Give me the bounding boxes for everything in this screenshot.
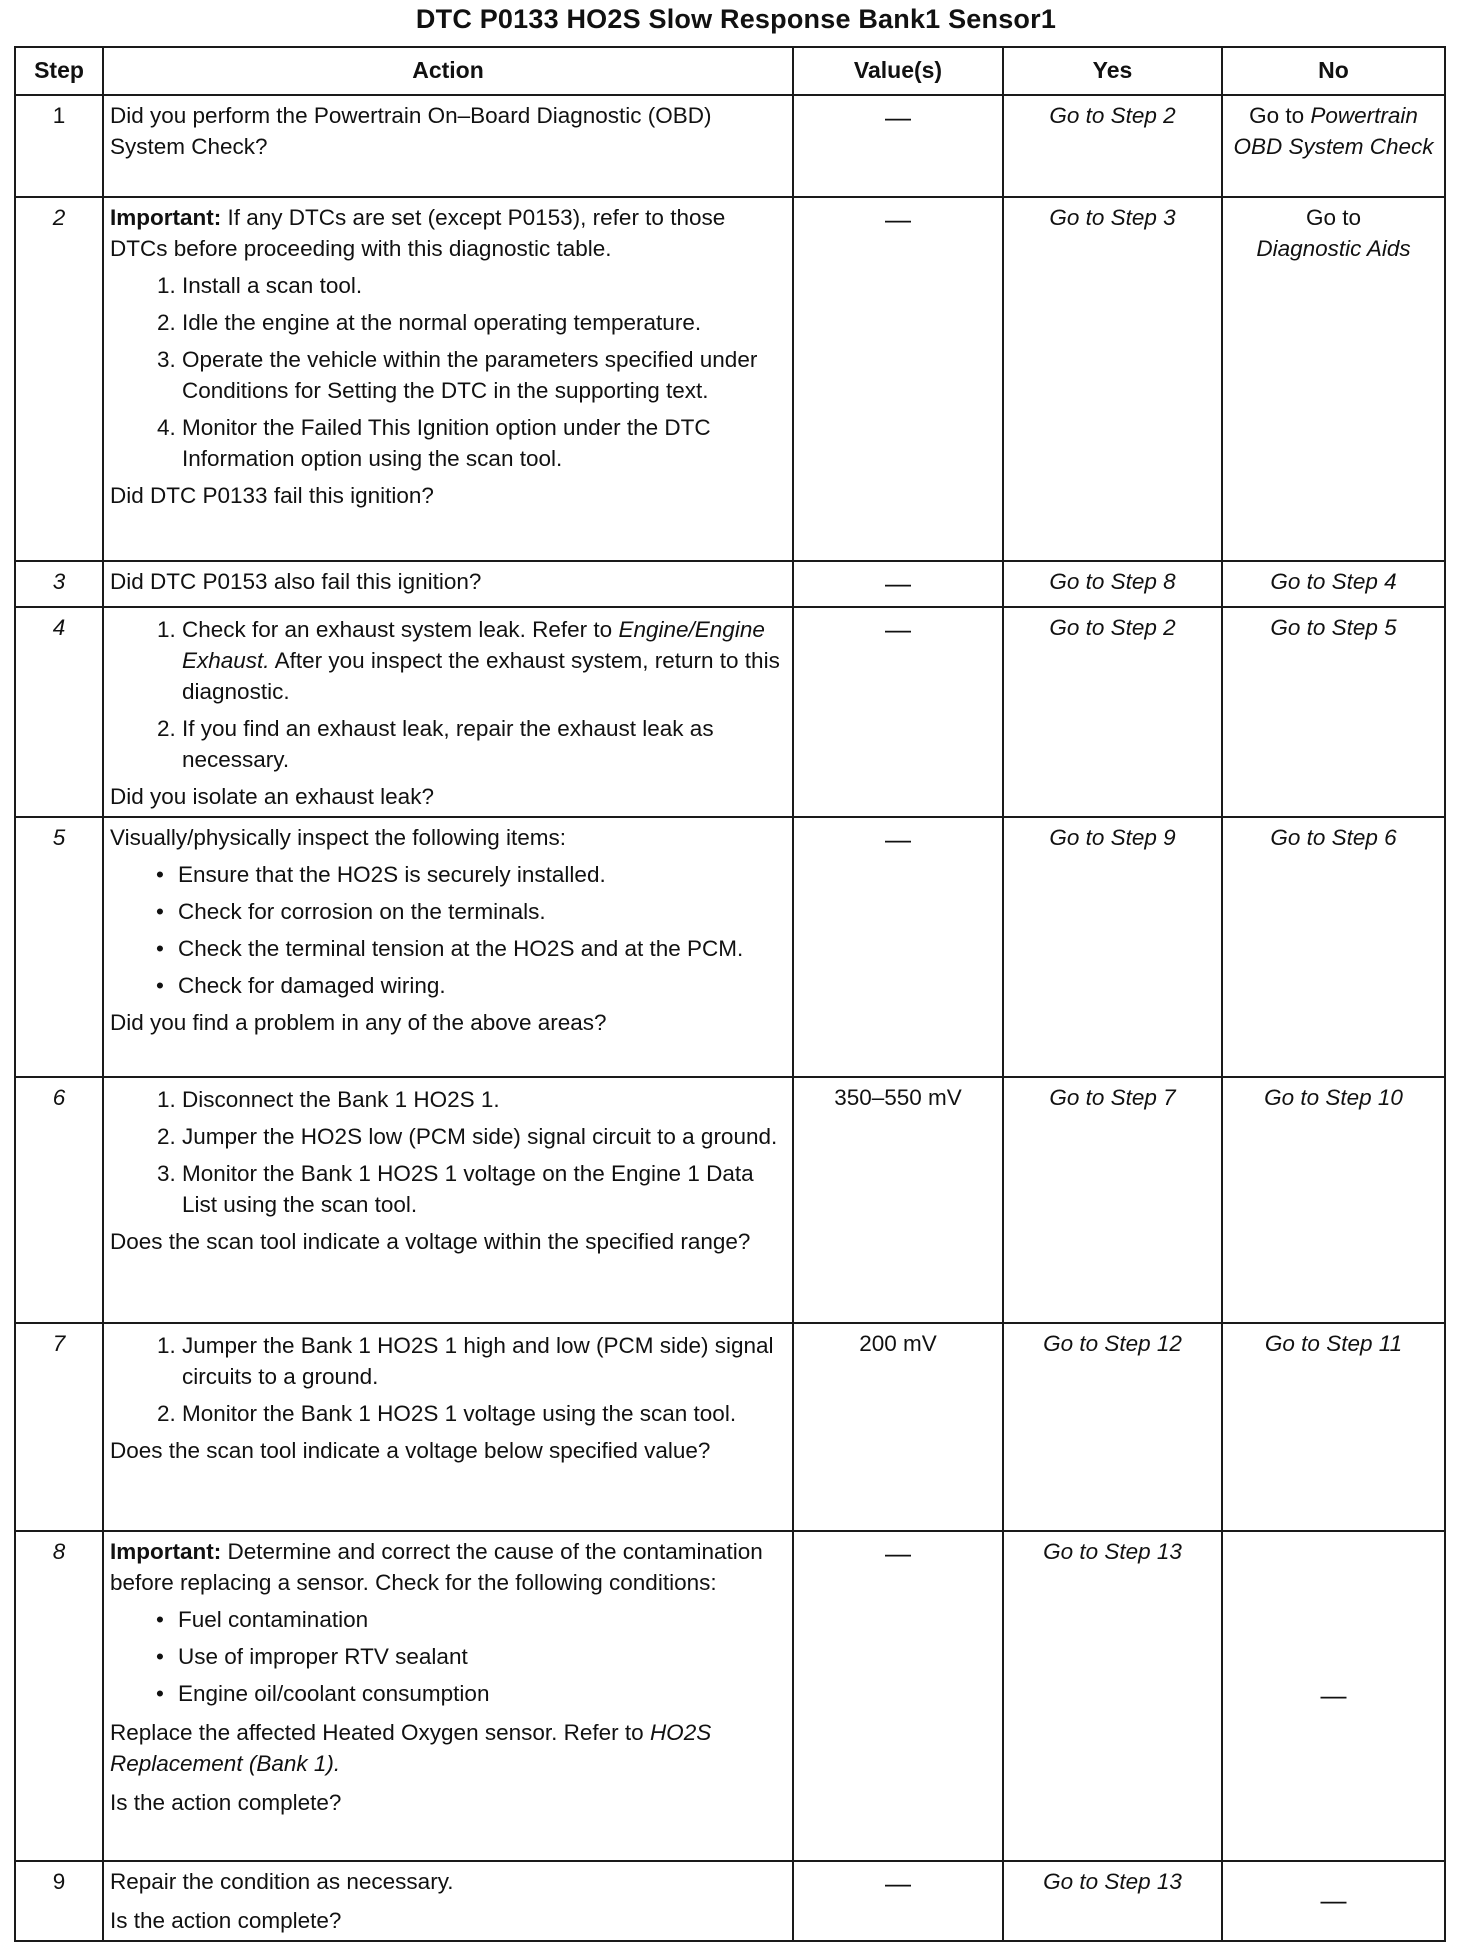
no-cell: —: [1222, 1531, 1445, 1861]
important-note: Important: Determine and correct the cause of the contamination before replacing a sensor. Check for the following conditions:: [110, 1539, 763, 1596]
action-cell: [103, 1077, 793, 1323]
instruction-text: Repair the condition as necessary.: [110, 1869, 454, 1895]
table-row: [15, 817, 1445, 1077]
header-values: Value(s): [793, 47, 1003, 95]
action-cell: [103, 1861, 793, 1941]
no-prefix: Go to: [1305, 205, 1362, 230]
step-number: 4: [15, 607, 103, 817]
list-item: 3. Monitor the Bank 1 HO2S 1 voltage on the Engine 1 Data List using the scan tool.: [182, 1158, 786, 1220]
table-row: [15, 197, 1445, 561]
yes-cell: Go to Step 9: [1003, 817, 1222, 1077]
step-number: 5: [15, 817, 103, 1077]
list-item: • Ensure that the HO2S is securely installed.: [178, 859, 786, 890]
yes-cell: Go to Step 2: [1003, 607, 1222, 817]
procedure-list: [110, 1084, 786, 1220]
question-text: Does the scan tool indicate a voltage within the specified range?: [110, 1229, 751, 1255]
important-note: Important: If any DTCs are set (except P0153), refer to those DTCs before proceeding with this diagnostic table.: [110, 205, 726, 262]
no-cell: Go to Step 5: [1222, 607, 1445, 817]
list-item: 1. Jumper the Bank 1 HO2S 1 high and low (PCM side) signal circuits to a ground.: [182, 1330, 786, 1392]
list-item: 2. If you find an exhaust leak, repair the exhaust leak as necessary.: [182, 713, 786, 775]
list-item: • Engine oil/coolant consumption: [178, 1678, 786, 1709]
value-cell: 200 mV: [793, 1323, 1003, 1531]
action-cell: [103, 561, 793, 607]
step-number: 7: [15, 1323, 103, 1531]
action-cell: [103, 197, 793, 561]
list-item: • Check for corrosion on the terminals.: [178, 896, 786, 927]
question-text: Did DTC P0153 also fail this ignition?: [110, 569, 482, 594]
yes-cell: Go to Step 8: [1003, 561, 1222, 607]
list-item: 1. Disconnect the Bank 1 HO2S 1.: [182, 1084, 786, 1115]
no-cell: Go to Step 4: [1222, 561, 1445, 607]
value-cell: —: [793, 1531, 1003, 1861]
procedure-list: [110, 270, 786, 474]
no-reference: Powertrain OBD System Check: [1233, 103, 1434, 160]
header-no: No: [1222, 47, 1445, 95]
no-prefix: Go to: [1249, 103, 1305, 128]
list-item: 4. Monitor the Failed This Ignition option under the DTC Information option using the scan tool.: [182, 412, 786, 474]
step-number: 3: [15, 561, 103, 607]
diagnostic-table: [14, 46, 1446, 1942]
action-cell: [103, 1323, 793, 1531]
table-header-row: [15, 47, 1445, 95]
action-cell: [103, 1531, 793, 1861]
replace-instruction: Replace the affected Heated Oxygen sensor. Refer to HO2S Replacement (Bank 1).: [110, 1720, 712, 1777]
yes-cell: Go to Step 7: [1003, 1077, 1222, 1323]
list-item: 3. Operate the vehicle within the parameters specified under Conditions for Setting the DTC in the supporting text.: [182, 344, 786, 406]
value-cell: —: [793, 95, 1003, 197]
header-yes: Yes: [1003, 47, 1222, 95]
value-cell: —: [793, 1861, 1003, 1941]
table-row: [15, 607, 1445, 817]
bullet-list: [110, 1604, 786, 1709]
action-cell: [103, 817, 793, 1077]
yes-cell: Go to Step 13: [1003, 1861, 1222, 1941]
yes-cell: Go to Step 3: [1003, 197, 1222, 561]
header-action: Action: [103, 47, 793, 95]
action-cell: [103, 95, 793, 197]
list-item: 1. Install a scan tool.: [182, 270, 786, 301]
intro-text: Visually/physically inspect the following items:: [110, 825, 567, 851]
no-cell: Go to Step 6: [1222, 817, 1445, 1077]
table-row: [15, 1323, 1445, 1531]
header-step: Step: [15, 47, 103, 95]
question-text: Does the scan tool indicate a voltage below specified value?: [110, 1438, 711, 1464]
list-item: 2. Jumper the HO2S low (PCM side) signal circuit to a ground.: [182, 1121, 786, 1152]
procedure-list: [110, 1330, 786, 1429]
list-item: 1. Check for an exhaust system leak. Refer to Engine/Engine Exhaust. After you inspect the exhaust system, return to this diagnostic.: [182, 614, 786, 707]
step-number: 6: [15, 1077, 103, 1323]
value-cell: —: [793, 197, 1003, 561]
no-cell: —: [1222, 1861, 1445, 1941]
step-number: 9: [15, 1861, 103, 1941]
question-text: Did you perform the Powertrain On–Board Diagnostic (OBD) System Check?: [110, 103, 712, 160]
table-row: [15, 1531, 1445, 1861]
question-text: Did you isolate an exhaust leak?: [110, 784, 434, 810]
list-item: • Fuel contamination: [178, 1604, 786, 1635]
table-row: [15, 561, 1445, 607]
no-reference: Diagnostic Aids: [1256, 236, 1411, 262]
list-item: • Check for damaged wiring.: [178, 970, 786, 1001]
question-text: Did you find a problem in any of the above areas?: [110, 1010, 607, 1036]
value-cell: 350–550 mV: [793, 1077, 1003, 1323]
list-item: 2. Idle the engine at the normal operating temperature.: [182, 307, 786, 338]
yes-cell: Go to Step 13: [1003, 1531, 1222, 1861]
table-row: [15, 95, 1445, 197]
procedure-list: [110, 614, 786, 775]
list-item: 2. Monitor the Bank 1 HO2S 1 voltage using the scan tool.: [182, 1398, 786, 1429]
value-cell: —: [793, 817, 1003, 1077]
bullet-list: [110, 859, 786, 1001]
step-number: 1: [15, 95, 103, 197]
no-cell: [1222, 197, 1445, 561]
no-cell: [1222, 95, 1445, 197]
question-text: Is the action complete?: [110, 1790, 342, 1816]
yes-cell: Go to Step 12: [1003, 1323, 1222, 1531]
action-cell: [103, 607, 793, 817]
question-text: Is the action complete?: [110, 1908, 342, 1934]
document-title: DTC P0133 HO2S Slow Response Bank1 Sensor1: [415, 4, 1057, 34]
table-row: [15, 1861, 1445, 1941]
list-item: • Use of improper RTV sealant: [178, 1641, 786, 1672]
no-cell: Go to Step 11: [1222, 1323, 1445, 1531]
value-cell: —: [793, 607, 1003, 817]
no-cell: Go to Step 10: [1222, 1077, 1445, 1323]
step-number: 2: [15, 197, 103, 561]
step-number: 8: [15, 1531, 103, 1861]
value-cell: —: [793, 561, 1003, 607]
yes-cell: Go to Step 2: [1003, 95, 1222, 197]
table-row: [15, 1077, 1445, 1323]
list-item: • Check the terminal tension at the HO2S and at the PCM.: [178, 933, 786, 964]
question-text: Did DTC P0133 fail this ignition?: [110, 483, 434, 509]
